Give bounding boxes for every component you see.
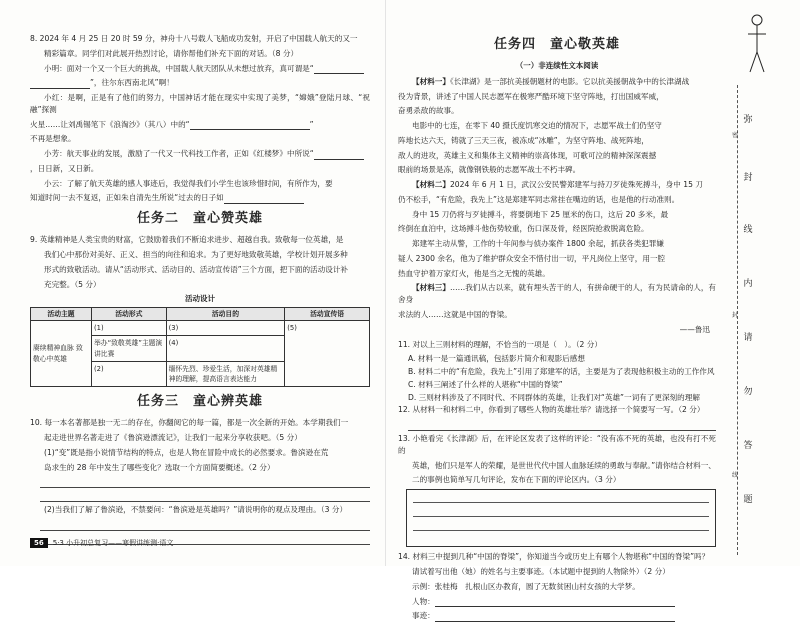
person-blank[interactable]	[435, 598, 675, 607]
answer-blank[interactable]	[224, 195, 304, 204]
page-footer	[30, 538, 370, 548]
q9-line1: 9. 英雄精神是人类宝贵的财富，它鼓励着我们不断追求进步、超越自我。致敬每一位英雄，是	[30, 235, 344, 245]
material2	[398, 179, 716, 191]
q8-ming2	[30, 77, 370, 89]
seal-char: 题	[743, 495, 753, 505]
q10-b: (2)当我们了解了鲁滨逊，不禁要问：“鲁滨逊是英雄吗？”请说明你的观点及理由。（3 分）	[44, 505, 348, 515]
q8-fang1	[30, 148, 370, 160]
task4-title: 任务四 童心敬英雄	[493, 37, 620, 52]
th-purpose: 活动目的	[166, 308, 285, 321]
seal-char: 线	[743, 225, 753, 235]
q8-hong2-text: 火星……让刘禹锡笔下《浪淘沙》（其八）中的“	[30, 119, 190, 129]
answer-line[interactable]	[40, 476, 370, 488]
q8-hong2	[30, 119, 370, 131]
q9-line4: 充完整。（5 分）	[44, 279, 101, 289]
q8-yun1: 小云：了解了航天英雄的感人事迹后，我觉得我们小学生也该珍惜时间，有所作为，要	[44, 178, 333, 188]
comment-box[interactable]	[406, 489, 716, 547]
answer-line[interactable]	[408, 419, 716, 431]
seal-line	[737, 85, 738, 555]
seal-char: 内	[743, 279, 753, 289]
q13-line2: 英雄，他们只是军人的荣耀，是世世代代中国人血脉延续的勇敢与奉献。”请你结合材料一、	[412, 460, 716, 470]
q8-ming-text: 小明：面对一个又一个巨大的挑战，中国载人航天团队从未想过放弃，真可谓是“	[44, 63, 314, 73]
q8-line1: 8. 2024 年 4 月 25 日 20 时 59 分，神舟十八号载人飞船成功发射，开启了中国载人航天的又一	[30, 34, 358, 43]
q11-option-c[interactable]: C. 材料三阐述了什么样的人堪称“中国的脊梁”	[408, 379, 563, 389]
m2-5: 郑建军主动从警，工作的十年间参与侦办案件 1800 余起，抓获各类犯罪嫌	[412, 239, 664, 249]
q13-line1	[398, 433, 716, 457]
deed-blank[interactable]	[435, 613, 675, 622]
answer-blank[interactable]	[314, 65, 364, 74]
answer-blank[interactable]	[190, 121, 310, 130]
activity-table	[30, 307, 370, 387]
m3-1: ……我们从古以来，就有埋头苦干的人，有拼命硬干的人，有为民请命的人，有舍身	[398, 283, 717, 305]
seal-char: 弥	[743, 115, 753, 125]
cell-purpose-2[interactable]: (4)	[166, 336, 285, 361]
table-title: 活动设计	[185, 294, 215, 304]
m1-2: 役为背景，讲述了中国人民志愿军在极寒严酷环境下坚守阵地，打出国威军威，	[398, 91, 664, 101]
m2-2: 仍不松手，“有危险，我先上”这是郑建军同志常挂在嘴边的话，也是他的行动准则。	[398, 194, 680, 204]
cell-purpose-3: 缅怀先烈、珍爱生活，加深对英雄精神的理解，提高语言表达能力	[166, 361, 285, 386]
q11: 11. 对以上三则材料的理解，不恰当的一项是（ ）。（2 分）	[398, 339, 602, 349]
footer-text: 5·3 小升初总复习——寒假讲练测·语文	[52, 539, 174, 547]
m3-signature: ——鲁迅	[679, 324, 710, 334]
seal-char: 请	[743, 333, 753, 343]
m1-3: 奋勇杀敌的故事。	[398, 106, 459, 116]
q8-ming2-text: ”，往尔东西南北风”啊！	[90, 78, 174, 88]
q8-line2: 精彩篇章。同学们对此展开热烈讨论，请你帮他们补充下面的对话。（8 分）	[44, 48, 299, 58]
answer-blank[interactable]	[314, 151, 364, 160]
seal-small-char: 封	[732, 312, 739, 319]
page-number: 56	[30, 538, 48, 548]
stick-figure-icon	[744, 12, 770, 82]
seal-char: 答	[743, 441, 753, 451]
q8-hong3-text: ”	[309, 119, 314, 129]
deed-label: 事迹：	[412, 611, 435, 621]
q14-example: 示例：张桂梅 扎根山区办教育，圆了无数贫困山村女孩的大学梦。	[412, 581, 640, 591]
q9-line2: 我们心中那份对美好、正义、担当的向往和追求。为了更好地致敬英雄，学校计划开展多种	[44, 250, 348, 260]
q11-option-a[interactable]: A. 材料一是一篇通讯稿，包括影片简介和观影后感想	[408, 354, 585, 364]
m1-7: 眼前的场景是冻，就像钢铁般的志愿军战士不朽丰碑。	[398, 165, 581, 175]
m1-1: 《长津湖》是一部抗美援朝题材的电影。它以抗美援朝战争中的长津湖战	[449, 76, 690, 86]
m1-5: 阵地长达六天，铸就了三天三夜，被冻成“冰雕”，为坚守阵地、战死阵地，	[398, 135, 649, 145]
q13-text1: 小艳看完《长津湖》后，在评论区发表了这样的评论：“没有冻不死的英雄，也没有打不死的	[398, 434, 716, 455]
m2-4: 终倒在血泊中，这场搏斗他伤势较重，伤口深及骨，经医院抢救脱离危险。	[398, 224, 649, 234]
q13-line3: 二的事例也简单写几句评论，发布在下面的评论区内。（3 分）	[412, 475, 621, 485]
q8-fang1-text: 小芳：航天事业的发展，激励了一代又一代科技工作者，正如《红楼梦》中所说“	[44, 149, 314, 159]
q8-yun2-text: 知道时间一去不复返，正如朱自清先生所说“过去的日子如	[30, 193, 224, 203]
q13-num: 13.	[398, 434, 411, 444]
material2-tag: 【材料二】	[412, 180, 450, 190]
q14-line1: 14. 材料三中提到几种“中国的脊梁”，你知道当今或历史上有哪个人物堪称“中国的脊梁”吗？	[398, 552, 710, 562]
cell-form-2: 举办“致敬英雄”主题演讲比赛	[92, 336, 167, 361]
q8-fang2: ，日日新，又日新。	[30, 163, 99, 173]
q12: 12. 从材料一和材料二中，你看到了哪些人物的英雄壮举？请选择一个简要写一写。（2 分）	[398, 405, 705, 415]
answer-blank[interactable]	[30, 80, 90, 89]
task3-title: 任务三 童心辨英雄	[136, 394, 263, 410]
comment-line	[413, 516, 709, 517]
q8-hong1: 小红：是啊，正是有了他们的努力，中国神话才能在现实中实现了美梦，“嫦娥”登陆月球、“祝融”探测	[30, 93, 370, 114]
m2-7: 热血守护着万家灯火，他是当之无愧的英雄。	[398, 268, 550, 278]
m1-4: 电影中的七连，在零下 40 摄氏度饥寒交迫的情况下，志愿军战士们仍坚守	[412, 121, 662, 131]
material1-tag: 【材料一】	[412, 76, 450, 86]
m2-3: 身中 15 刀仍将与歹徒搏斗，将要倒地下 25 厘米的伤口，这后 20 多米，最	[412, 209, 669, 219]
q8-ming	[30, 63, 370, 75]
m3-2: 求法的人……这就是中国的脊梁。	[398, 310, 512, 320]
th-slogan: 活动宣传语	[285, 308, 370, 321]
material1	[398, 76, 716, 88]
q14-line2: 请试着写出他（她）的姓名与主要事迹。（本试题中提到的人物除外）（2 分）	[412, 566, 670, 576]
section-subtitle: （一）非连续性文本阅读	[515, 61, 599, 71]
cell-form-1[interactable]: (1)	[92, 321, 167, 336]
q10-a2: 岛求生的 28 年中发生了哪些变化？选取一个方面简要概述。（2 分）	[44, 462, 275, 472]
center-gutter	[385, 0, 386, 566]
m1-6: 敌人的进攻，英雄主义和集体主义精神的崇高体现，可歌可泣的精神深深震撼	[398, 150, 657, 160]
seal-small-char: 线	[732, 472, 739, 479]
cell-slogan[interactable]: (5)	[285, 321, 370, 387]
q9-line3: 形式的致敬活动。请从“活动形式、活动目的、活动宣传语”三个方面，把下面的活动设计补	[44, 264, 349, 274]
m2-6: 疑人 2300 余名，他为了维护群众安全不惜付出一切，平凡岗位上坚守，用一腔	[398, 253, 666, 263]
material3	[398, 282, 716, 306]
seal-char: 勿	[743, 387, 753, 397]
q14-deed	[398, 610, 716, 622]
seal-small-char: 密	[732, 132, 739, 139]
left-column	[30, 33, 370, 547]
task2-title: 任务二 童心赞英雄	[136, 211, 263, 227]
table-row	[31, 321, 370, 336]
answer-line[interactable]	[40, 490, 370, 502]
right-column	[398, 33, 716, 625]
seal-char: 封	[743, 173, 753, 183]
q8-hong4: 不再是想象。	[30, 134, 76, 144]
th-theme: 活动主题	[31, 308, 92, 321]
m2-1: 2024 年 6 月 1 日，武汉公安民警郑建军与持刀歹徒殊死搏斗，身中 15 刀	[449, 180, 703, 190]
table-header-row	[31, 308, 370, 321]
q10-line2: 起走进世界名著走进了《鲁滨逊漂流记》，让我们一起来分享收获吧。（5 分）	[44, 433, 302, 443]
person-label: 人物：	[412, 596, 435, 606]
q8-yun2	[30, 192, 370, 204]
answer-line[interactable]	[40, 519, 370, 531]
th-form: 活动形式	[92, 308, 167, 321]
cell-purpose-1[interactable]: (3)	[166, 321, 285, 336]
q11-option-b[interactable]: B. 材料二中的“有危险，我先上”引用了郑建军的话，主要是为了表现他积极主动的工作作风	[408, 367, 715, 377]
material3-tag: 【材料三】	[412, 283, 451, 293]
q14-person	[398, 596, 716, 608]
cell-form-3[interactable]: (2)	[92, 361, 167, 386]
q10-line1: 10. 每一本名著都是独一无二的存在，你翻阅它的每一篇，都是一次全新的开始。本学期我们一	[30, 418, 349, 428]
q11-option-d[interactable]: D. 三则材料涉及了不同时代、不同群体的英雄，让我们对“英雄”一词有了更深刻的理解	[408, 392, 700, 402]
cell-theme: 赓续精神血脉 致敬心中英雄	[31, 321, 92, 387]
comment-line	[413, 530, 709, 531]
q10-a1: (1)“变”既是指小说情节结构的特点，也是人物在冒险中成长的必然要求。鲁滨逊在荒	[44, 447, 329, 457]
comment-line	[413, 502, 709, 503]
